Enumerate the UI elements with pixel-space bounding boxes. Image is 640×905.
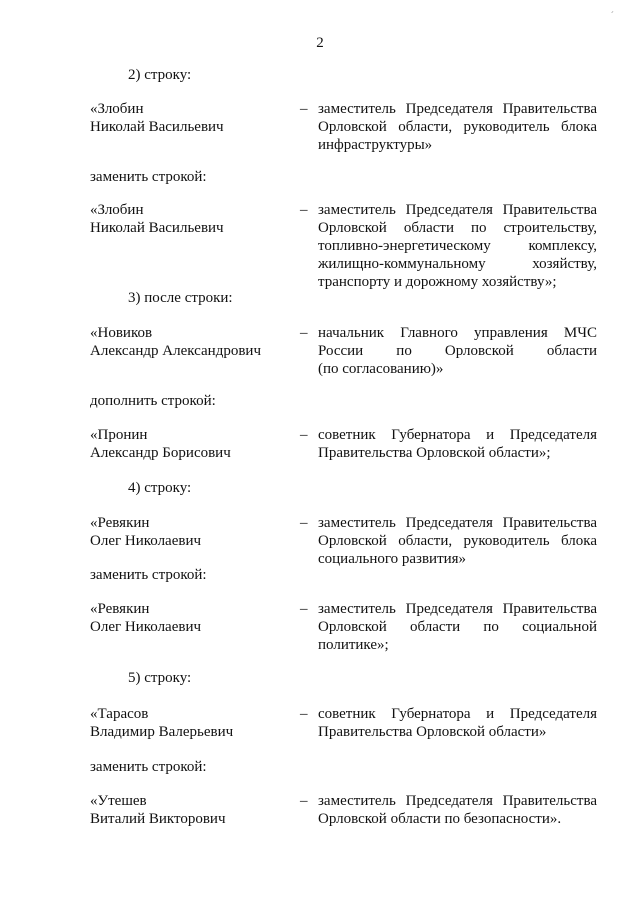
position-description: советник Губернатора и Председателя Правительства Орловской области»; (318, 427, 597, 461)
dash: – (300, 706, 308, 722)
person-name: «Новиков Александр Александрович (90, 325, 261, 359)
append-label: дополнить строкой: (90, 393, 216, 409)
dash: – (300, 793, 308, 809)
replace-label: заменить строкой: (90, 567, 207, 583)
position-description: заместитель Председателя Правительства Орловской области по социальной политике»; (318, 601, 597, 653)
person-name: «Тарасов Владимир Валерьевич (90, 706, 234, 740)
position-description: заместитель Председателя Правительства Орловской области, руководитель блока социального развития» (318, 515, 597, 567)
dash: – (300, 427, 308, 443)
person-name: «Злобин Николай Васильевич (90, 101, 224, 135)
page-number: 2 (316, 35, 324, 51)
dash: – (300, 202, 308, 218)
item-heading: 2) строку: (128, 67, 192, 83)
person-name: «Пронин Александр Борисович (90, 427, 231, 461)
dash: – (300, 325, 308, 341)
dash: – (300, 601, 308, 617)
dash: – (300, 101, 308, 117)
replace-label: заменить строкой: (90, 169, 207, 185)
item-heading: 4) строку: (128, 480, 192, 496)
person-name: «Злобин Николай Васильевич (90, 202, 224, 236)
person-name: «Ревякин Олег Николаевич (90, 515, 202, 549)
item-heading: 3) после строки: (128, 290, 233, 306)
dash: – (300, 515, 308, 531)
person-name: «Ревякин Олег Николаевич (90, 601, 202, 635)
position-description: начальник Главного управления МЧС России по Орловской области (по согласованию)» (318, 325, 597, 377)
position-description: заместитель Председателя Правительства Орловской области по безопасности». (318, 793, 597, 827)
item-heading: 5) строку: (128, 670, 192, 686)
position-description: советник Губернатора и Председателя Правительства Орловской области» (318, 706, 597, 740)
replace-label: заменить строкой: (90, 759, 207, 775)
position-description: заместитель Председателя Правительства Орловской области по строительству, топливно-энергетическому комплексу, жилищно-коммунальному хозяйству, транспорту и дорожному хозяйству»; (318, 202, 597, 290)
person-name: «Утешев Виталий Викторович (90, 793, 226, 827)
corner-mark: ´ (610, 11, 614, 22)
position-description: заместитель Председателя Правительства Орловской области, руководитель блока инфраструктуры» (318, 101, 597, 153)
